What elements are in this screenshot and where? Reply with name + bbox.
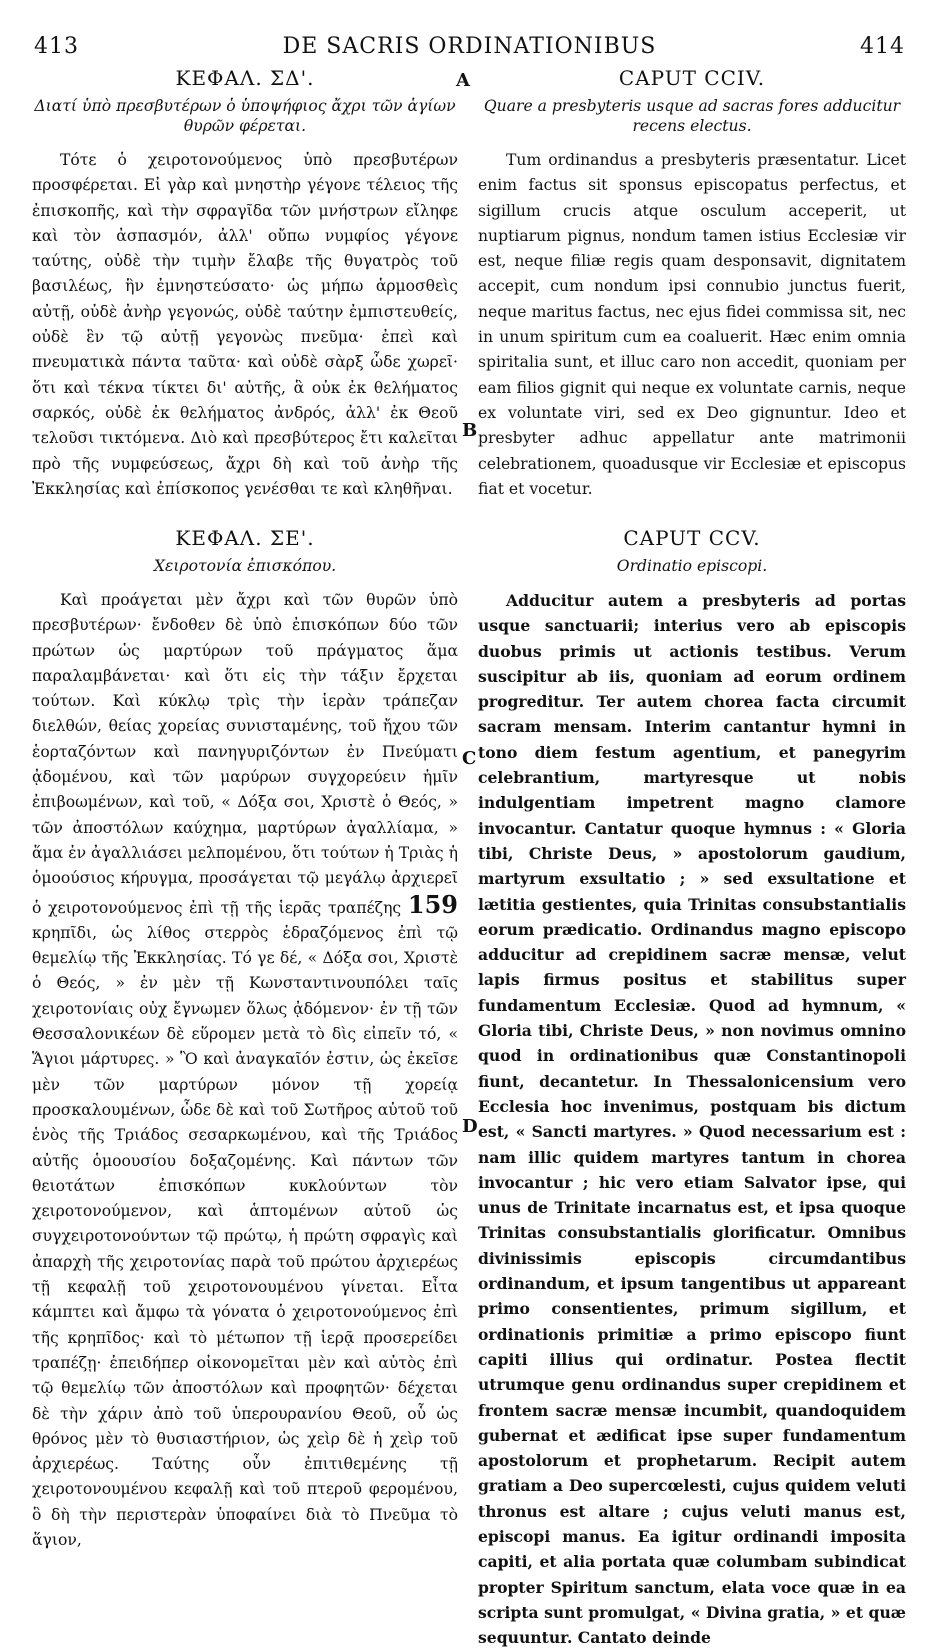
- chapter-text-part-2: κρηπῖδι, ὡς λίθος στερρὸς ἑδραζόμενος ἐπὶ τῷ θεμελίῳ τῆς Ἐκκλησίας. Τό γε δέ, « Δόξα σοι, Χριστὲ ὁ Θεός, » ἐν μὲν τῇ Κωνσταντινουπόλει ταῖς χειροτονίαις οὐχ ἔγνωμεν ὅλως ᾀδόμενον· ἐν τῇ τῶν Θεσσαλονικέων δὲ εὕρομεν μετὰ τὸ δὶς εἰπεῖν τό, « Ἅγιοι μάρτυρες. » Ὃ καὶ ἀναγκαῖόν ἐστιν, ὡς ἐκεῖσε μὲν τῶν μαρτύρων μόνον τῇ χορείᾳ προσκαλουμένων, ὧδε δὲ καὶ τοῦ Σωτῆρος αὐτοῦ τοῦ ἑνὸς τῆς Τριάδος σεσαρκωμένου, καὶ τῆς Τριάδος αὐτῆς ὁμοουσίου δοξαζομένης. Καὶ πάντων τῶν θειοτάτων ἐπισκόπων κυκλούντων τὸν χειροτονούμενον, καὶ ἁπτομένων αὐτοῦ ὡς συγχειροτονούντων τῷ πρώτῳ, ἡ πρώτη σφραγὶς καὶ ἀπαρχὴ τῆς χειροτονίας παρὰ τοῦ πρώτου ἀρχιερέως τῇ κεφαλῇ τοῦ χειροτονουμένου γίνεται. Εἶτα κάμπτει καὶ ἄμφω τὰ γόνατα ὁ χειροτονούμενος ἐπὶ τῆς κρηπῖδος· καὶ τὸ μέτωπον τῇ ἱερᾷ προσερείδει τραπέζῃ· ἐπειδήπερ οἰκονομεῖται μὲν καὶ αὐτὸς ἐπὶ τῷ θεμελίῳ τῶν ἀποστόλων καὶ προφητῶν· δέχεται δὲ τὴν χάριν ἀπὸ τοῦ ὑπερουρανίου Θεοῦ, οὗ ὡς θρόνος μὲν τὸ θυσιαστήριον, ὡς χεὶρ δὲ ἡ χεὶρ τοῦ ἀρχιερέως. Ταύτης οὖν ἐπιτιθεμένης τῇ χειροτονουμένου κεφαλῇ καὶ τοῦ πτεροῦ φερομένου, ὃ δὴ τὴν περιστερὰν ὑποφαίνει διὰ τὸ Πνεῦμα τὸ ἅγιον,: [32, 923, 458, 1549]
- chapter-text: [32, 588, 458, 1553]
- chapter-heading: CAPUT CCIV.: [618, 66, 766, 90]
- page-mark: 159: [407, 889, 458, 919]
- chapter-heading: ΚΕΦΑΛ. ΣΕ'.: [175, 526, 315, 550]
- running-header: [34, 34, 905, 62]
- latin-chapter-205: [478, 526, 906, 1650]
- chapter-subtitle: Χειροτονία ἐπισκόπου.: [153, 557, 337, 575]
- chapter-heading: ΚΕΦΑΛ. ΣΔ'.: [175, 66, 315, 90]
- chapter-text: Tum ordinandus a presbyteris præsentatur. Licet enim factus sit sponsus episcopatus perfectus, et sigillum crucis atque osculum acceperit, ut nuptiarum pignus, nondum tamen istius Ecclesiæ vir est, neque filiæ regis quam desponsavit, dignitatem accepit, cum nondum ipsi connubio junctus fuerit, neque maritus factus, nec ejus fidei commissa sit, nec in unum spiritum cum ea coaluerit. Hæc enim omnia spiritalia sunt, et illuc caro non accedit, quoniam per eam filios gignit qui neque ex voluntate carnis, neque ex voluntate viri, sed ex Deo gignuntur. Ideo et presbyter adhuc appellatur ante matrimonii celebrationem, quoadusque vir Ecclesiæ et episcopus fiat et vocetur.: [478, 151, 906, 498]
- greek-chapter-205: [32, 526, 458, 1553]
- chapter-text: Adducitur autem a presbyteris ad portas usque sanctuarii; interius vero ab episcopis duobus primis ut actionis testibus. Verum suscipitur ab iis, quoniam ad eorum ordinem progreditur. Ter autem chorea facta circumit sacram mensam. Interim cantantur hymni in tono diem festum agentium, et panegyrim celebrantium, martyresque ut nobis indulgentiam impetrent magno clamore invocantur. Cantatur quoque hymnus : « Gloria tibi, Christe Deus, » apostolorum gaudium, martyrum exsultatio ; » sed exsultatione et lætitia gestientes, quia Trinitas consubstantialis eorum prædicatio. Ordinandus magno episcopo adducitur ad crepidinem sacræ mensæ, velut lapis firmus positus et stabilitus super fundamentum Ecclesiæ. Quod ad hymnum, « Gloria tibi, Christe Deus, » non novimus omnino quod in ordinationibus quæ Constantinopoli fiunt, decantetur. In Thessalonicensium vero Ecclesia hoc invenimus, postquam bis dictum est, « Sancti martyres. » Quod necessarium est : nam illic quidem martyres tantum in chorea invocantur ; hic vero etiam Salvator ipse, qui unus de Trinitate incarnatus est, et ipsa quoque Trinitas consubstantialis glorificatur. Omnibus divinissimis episcopis circumdantibus ordinandum, et ipsum tangentibus ut appareant primo consentientes, primum sigillum, et ordinationis primitiæ a primo episcopo fiunt capiti illius qui ordinatur. Postea flectit utrumque genu ordinandus super crepidinem et frontem sacræ mensæ incumbit, quandoquidem gubernat et ædificat ipse super fundamentum apostolorum et prophetarum. Recipit autem gratiam a Deo supercœlesti, cujus quidem veluti thronus est altare ; cujus veluti manus est, episcopi manus. Ea igitur ordinandi imposita capiti, et alia portata quæ columbam subindicat propter Spiritum sanctum, elata voce quæ in ea scripta sunt promulgat, « Divina gratia, » et quæ sequuntur. Cantato deinde: [478, 591, 906, 1648]
- page-number-right: 414: [860, 34, 905, 59]
- page-number-left: 413: [34, 34, 79, 59]
- margin-marker-c: C: [462, 748, 477, 769]
- chapter-heading: CAPUT CCV.: [623, 526, 761, 550]
- chapter-subtitle: Ordinatio episcopi.: [616, 557, 768, 575]
- margin-marker-a: A: [456, 70, 470, 91]
- chapter-subtitle: Διατί ὑπὸ πρεσβυτέρων ὁ ὑποψήφιος ἄχρι τῶν ἁγίων θυρῶν φέρεται.: [34, 97, 456, 135]
- margin-marker-b: B: [462, 420, 478, 441]
- chapter-text: Τότε ὁ χειροτονούμενος ὑπὸ πρεσβυτέρων προσφέρεται. Εἰ γὰρ καὶ μνηστὴρ γέγονε τέλειος τῆς ἐπισκοπῆς, καὶ τὴν σφραγῖδα τῶν μνήστρων εἴληφε καὶ τὸν ἀσπασμόν, ἀλλ' οὔπω νυμφίος γέγονε ταύτης, οὐδὲ τὴν τιμὴν ἔλαβε τῆς θυγατρὸς τοῦ βασιλέως, ἣν ἐμνηστεύσατο· ὡς μήπω ἁρμοσθεὶς αὐτῇ, οὐδὲ ἀνὴρ γεγονώς, οὐδὲ ταύτην ἐμπιστευθείς, οὐδὲ ἓν τῷ αὐτῇ γεγονὼς πνεῦμα· ἐπεὶ καὶ πνευματικὰ πάντα ταῦτα· καὶ οὐδὲ σὰρξ ὧδε χωρεῖ· ὅτι καὶ τέκνα τίκτει δι' αὐτῆς, ἃ οὐκ ἐκ θελήματος σαρκός, οὐδὲ ἐκ θελήματος ἀνδρός, ἀλλ' ἐκ Θεοῦ τελοῦσι τικτόμενα. Διὸ καὶ πρεσβύτερος ἔτι καλεῖται πρὸ τῆς νυμφεύσεως, ἄχρι δὴ καὶ τοῦ ἀνὴρ τῆς Ἐκκλησίας καὶ ἐπίσκοπος γενέσθαι τε καὶ κληθῆναι.: [32, 151, 458, 498]
- running-title: DE SACRIS ORDINATIONIBUS: [282, 34, 657, 59]
- latin-chapter-204: [478, 66, 906, 502]
- chapter-subtitle: Quare a presbyteris usque ad sacras fores adducitur recens electus.: [483, 97, 901, 135]
- greek-chapter-204: [32, 66, 458, 502]
- chapter-text-part-1: Καὶ προάγεται μὲν ἄχρι καὶ τῶν θυρῶν ὑπὸ πρεσβυτέρων· ἔνδοθεν δὲ ὑπὸ ἐπισκόπων δύο τῶν πρώτων ὡς μαρτύρων τοῦ πράγματος ἅμα παραλαμβάνεται· καὶ ὅτι εἰς τὴν τάξιν ἔρχεται τούτων. Καὶ κύκλῳ τρὶς τὴν ἱερὰν τράπεζαν διελθών, θείας χορείας συνισταμένης, τοῦ ἤχου τῶν ἑορταζόντων καὶ πανηγυριζόντων ἐν Πνεύματι ᾀδομένου, καὶ τῶν μαρύρων συγχορεύειν ἡμῖν ἐπιβοωμένων, καὶ τοῦ, « Δόξα σοι, Χριστὲ ὁ Θεός, » τῶν ἀποστόλων καύχημα, μαρτύρων ἀγαλλίαμα, » ἅμα ἐν ἀγαλλιάσει μελπομένου, ὅτι τούτων ἡ Τριὰς ἡ ὁμοούσιος κήρυγμα, προσάγεται τῷ μεγάλῳ ἀρχιερεῖ ὁ χειροτονούμενος ἐπὶ τῇ τῆς ἱερᾶς τραπέζης: [32, 591, 458, 917]
- margin-marker-d: D: [462, 1116, 478, 1137]
